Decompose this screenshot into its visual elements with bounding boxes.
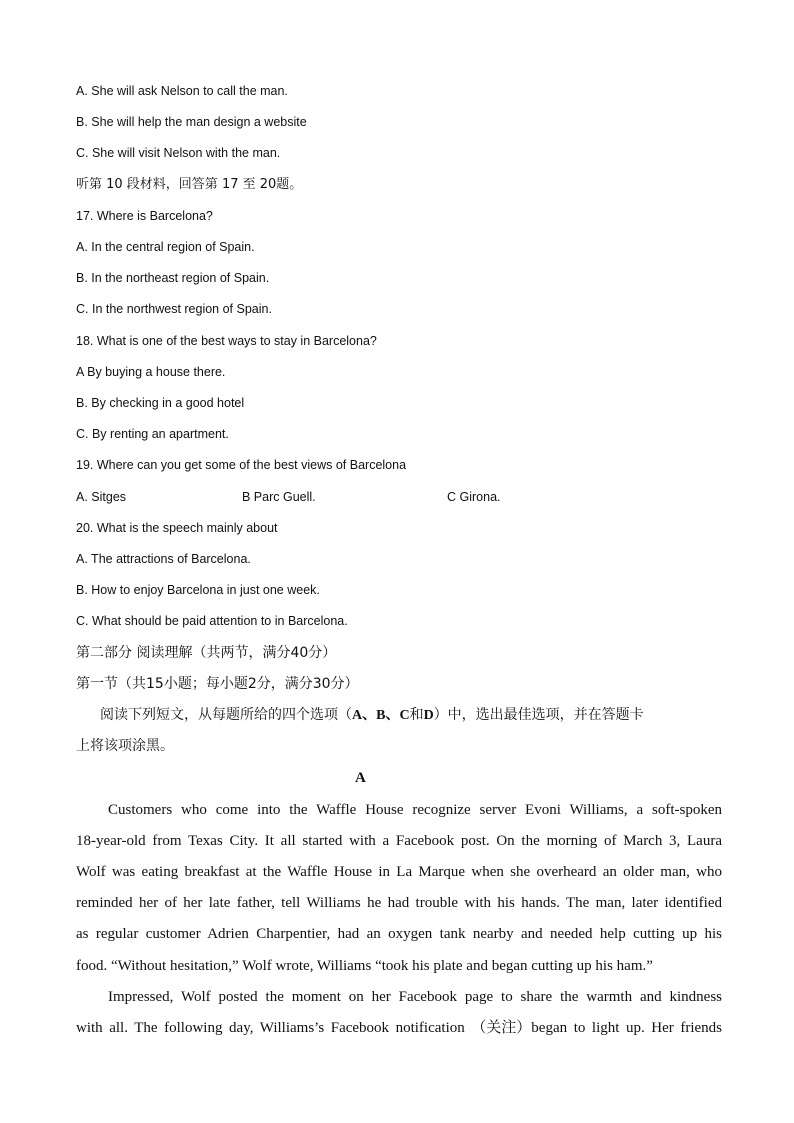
passage-p1-line4: reminded her of her late father, tell Williams he had trouble with his hands. The man, later identified <box>76 895 722 911</box>
q19-option-b: B Parc Guell. <box>242 490 316 504</box>
q16-option-b: B. She will help the man design a website <box>76 115 307 129</box>
q17-option-c: C. In the northwest region of Spain. <box>76 302 272 316</box>
q18-option-c: C. By renting an apartment. <box>76 427 229 441</box>
q18-stem: 18. What is one of the best ways to stay in Barcelona? <box>76 334 377 348</box>
q20-option-b: B. How to enjoy Barcelona in just one week. <box>76 583 320 597</box>
q16-option-a: A. She will ask Nelson to call the man. <box>76 84 288 98</box>
part2-heading: 第二部分 阅读理解（共两节，满分40分） <box>76 645 337 661</box>
passage-p2-line2: with all. The following day, Williams’s Facebook notification （关注）began to light up. Her friends <box>76 1020 722 1036</box>
instruction-and: 和 <box>409 707 424 723</box>
section1-heading: 第一节（共15小题；每小题2分，满分30分） <box>76 676 359 692</box>
instruction-post: ）中，选出最佳选项，并在答题卡 <box>433 707 644 723</box>
q16-option-c: C. She will visit Nelson with the man. <box>76 146 281 160</box>
passage-p1-line6: food. “Without hesitation,” Wolf wrote, Williams “took his plate and began cutting up his ham.” <box>76 958 653 974</box>
instruction-options: A、B、C <box>352 708 410 723</box>
q17-option-a: A. In the central region of Spain. <box>76 240 255 254</box>
reading-instruction-line2: 上将该项涂黑。 <box>76 738 174 754</box>
passage-p2-line1: Impressed, Wolf posted the moment on her Facebook page to share the warmth and kindness <box>108 989 722 1005</box>
passage-p1-line5: as regular customer Adrien Charpentier, had an oxygen tank nearby and needed help cutting up his <box>76 926 722 942</box>
passage-p1-line1: Customers who come into the Waffle House recognize server Evoni Williams, a soft-spoken <box>108 802 722 818</box>
q20-option-a: A. The attractions of Barcelona. <box>76 552 251 566</box>
q17-option-b: B. In the northeast region of Spain. <box>76 271 270 285</box>
q20-stem: 20. What is the speech mainly about <box>76 521 278 535</box>
q19-option-a: A. Sitges <box>76 490 127 504</box>
q18-option-b: B. By checking in a good hotel <box>76 396 245 410</box>
section10-instruction: 听第 10 段材料，回答第 17 至 20题。 <box>76 177 303 192</box>
reading-instruction-line1 <box>100 706 644 725</box>
q19-stem: 19. Where can you get some of the best views of Barcelona <box>76 458 407 472</box>
q17-stem: 17. Where is Barcelona? <box>76 209 213 223</box>
instruction-option-d: D <box>423 708 434 723</box>
passage-label: A <box>355 770 366 786</box>
passage-p1-line2: 18-year-old from Texas City. It all started with a Facebook post. On the morning of March 3, Laura <box>76 833 722 849</box>
instruction-pre: 阅读下列短文，从每题所给的四个选项（ <box>100 707 352 723</box>
q19-option-c: C Girona. <box>447 490 501 504</box>
passage-p1-line3: Wolf was eating breakfast at the Waffle House in La Marque when she overheard an older man, who <box>76 864 722 880</box>
q20-option-c: C. What should be paid attention to in Barcelona. <box>76 614 348 628</box>
q18-option-a: A By buying a house there. <box>76 365 226 379</box>
